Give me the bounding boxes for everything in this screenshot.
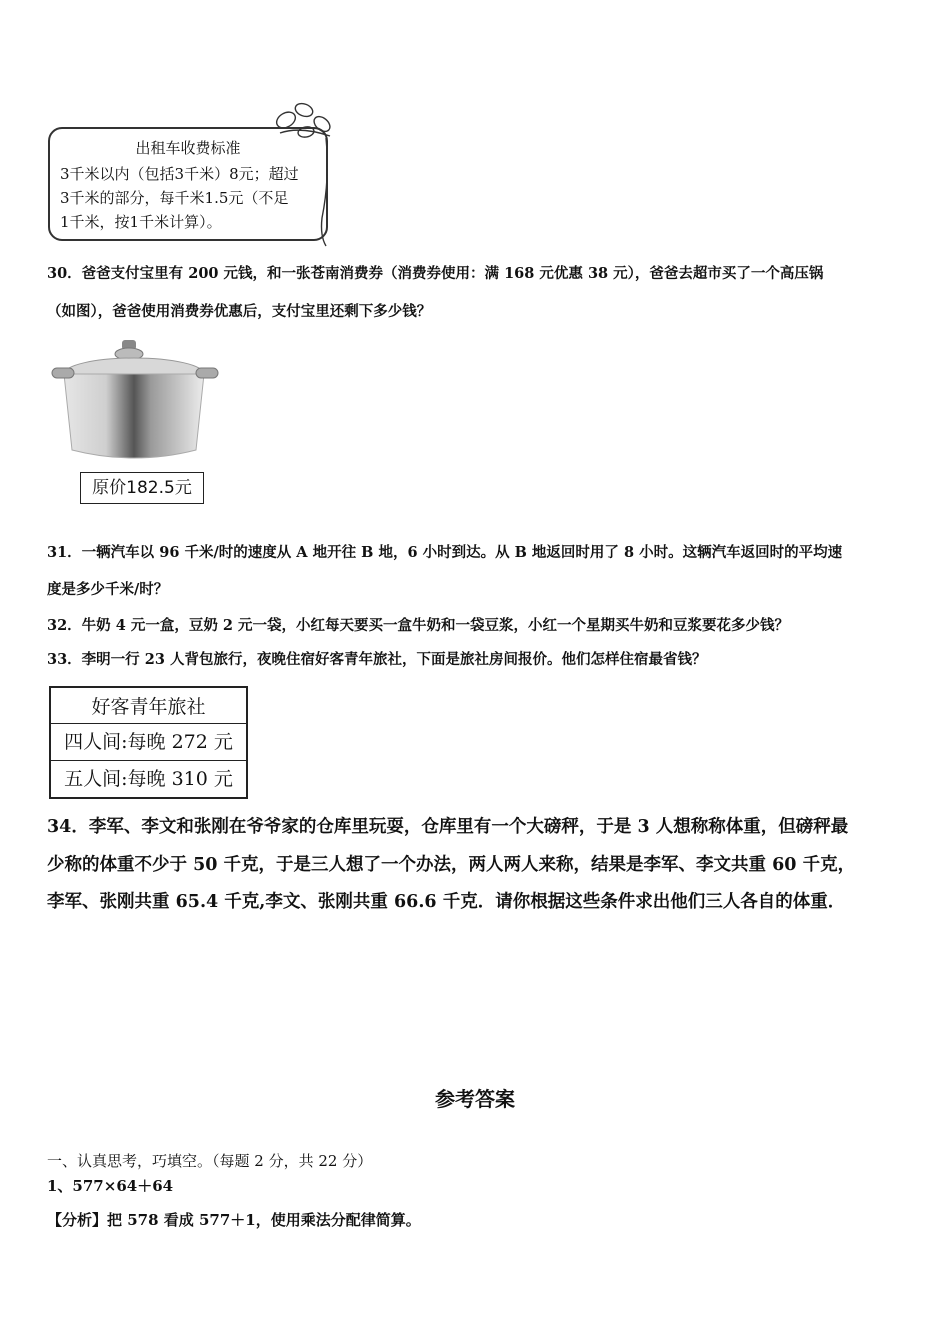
vine-decoration-icon	[270, 98, 336, 248]
question-31-line-2: 度是多少千米/时？	[47, 581, 169, 598]
hostel-name: 好客青年旅社	[91, 696, 206, 718]
question-30-line-1: 30．爸爸支付宝里有 200 元钱，和一张苍南消费券（消费券使用：满 168 元优惠 38 元），爸爸去超市买了一个高压锅	[47, 265, 824, 282]
hostel-price-table	[49, 686, 248, 799]
answer-item-1: 1、577×64＋64	[47, 1177, 174, 1195]
answers-section-1: 一、认真思考，巧填空。（每题 2 分，共 22 分）	[47, 1152, 373, 1170]
question-33: 33．李明一行 23 人背包旅行，夜晚住宿好客青年旅社，下面是旅社房间报价。他们怎样住宿最省钱？	[47, 651, 707, 668]
answer-analysis-1: 【分析】把 578 看成 577＋1，使用乘法分配律简算。	[47, 1211, 421, 1229]
question-34-line-3: 李军、张刚共重 65.4 千克,李文、张刚共重 66.6 千克．请你根据这些条件求出他们三人各自的体重．	[47, 892, 846, 912]
question-34-line-2: 少称的体重不少于 50 千克，于是三人想了一个办法，两人两人来称，结果是李军、李文共重 60 千克，	[47, 855, 856, 875]
question-31-line-1: 31．一辆汽车以 96 千米/时的速度从 A 地开往 B 地，6 小时到达。从 B 地返回时用了 8 小时。这辆汽车返回时的平均速	[47, 544, 843, 561]
pressure-cooker-icon	[50, 338, 222, 468]
taxi-card-line-1: 3千米以内（包括3千米）8元；超过	[60, 165, 299, 183]
question-30-line-2: （如图），爸爸使用消费券优惠后，支付宝里还剩下多少钱？	[47, 303, 432, 320]
question-34-line-1: 34．李军、李文和张刚在爷爷家的仓库里玩耍，仓库里有一个大磅秤，于是 3 人想称称体重，但磅秤最	[47, 817, 849, 837]
taxi-card-title: 出租车收费标准	[135, 139, 241, 157]
taxi-card-line-3: 1千米，按1千米计算）。	[60, 213, 222, 231]
hostel-row-four-person: 四人间:每晚 272 元	[51, 723, 246, 761]
question-32: 32．牛奶 4 元一盒，豆奶 2 元一袋，小红每天要买一盒牛奶和一袋豆浆，小红一个星期买牛奶和豆浆要花多少钱？	[47, 617, 790, 634]
price-label: 原价182.5元	[80, 472, 204, 504]
answers-title: 参考答案	[435, 1087, 515, 1111]
taxi-card-line-2: 3千米的部分，每千米1.5元（不足	[60, 189, 289, 207]
hostel-row-five-person: 五人间:每晚 310 元	[51, 760, 246, 798]
